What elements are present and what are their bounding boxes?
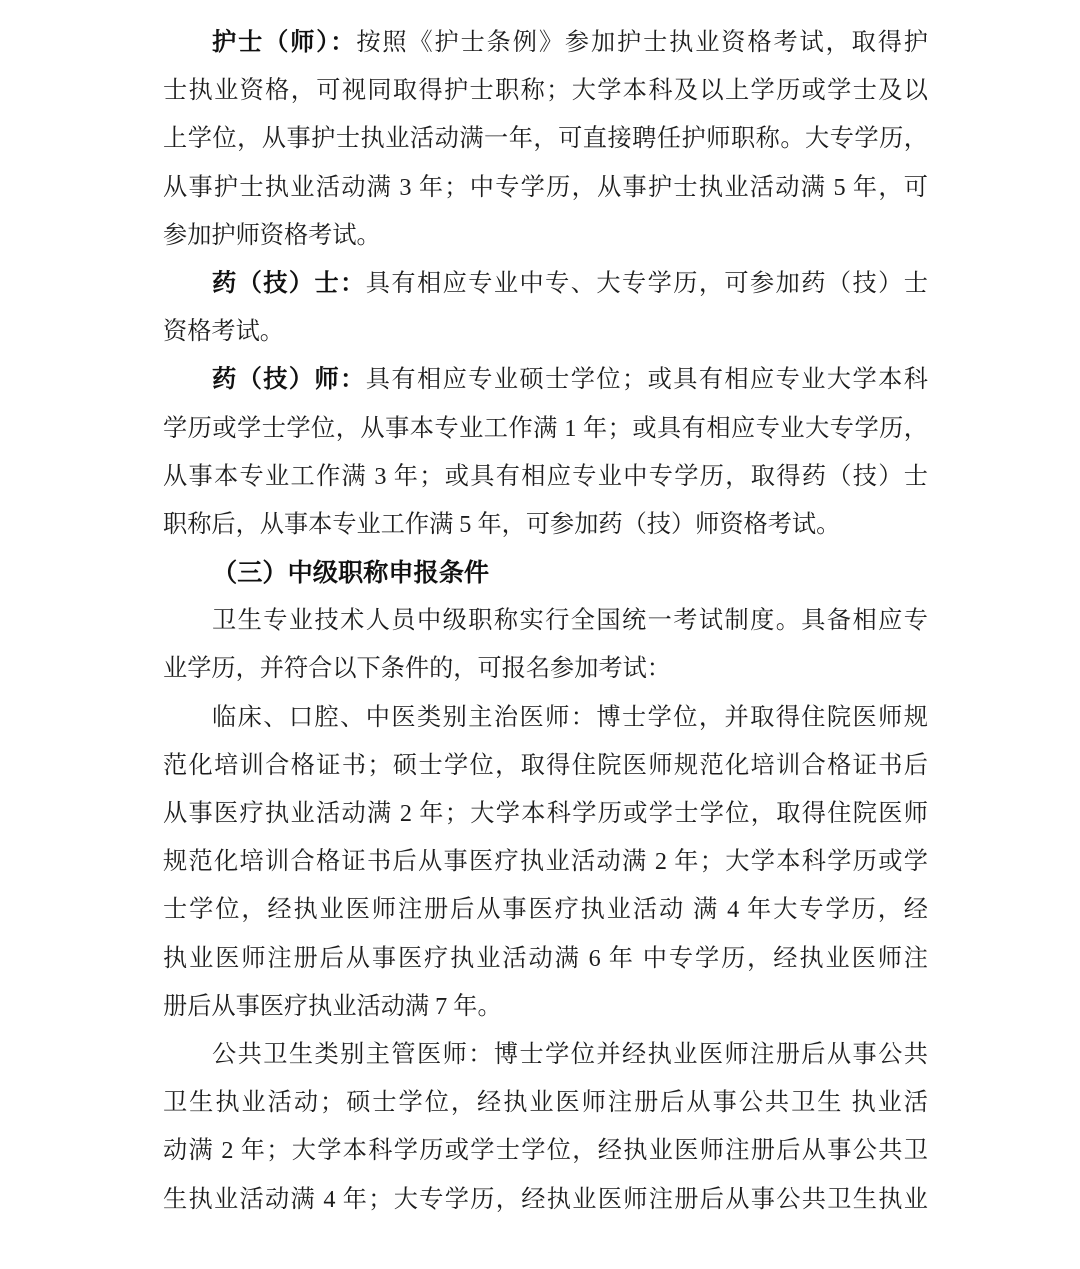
text-run: 执业医师注册后从事医疗执业活动满 6 年 中专学历，经执业医师注 (163, 944, 928, 972)
text-line (163, 983, 928, 1031)
text-run: 从事本专业工作满 3 年；或具有相应专业中专学历，取得药（技）士 (163, 462, 928, 490)
text-line (163, 790, 928, 838)
text-run: 上学位，从事护士执业活动满一年，可直接聘任护师职称。大专学历， (163, 125, 928, 153)
text-run: 范化培训合格证书；硕士学位，取得住院医师规范化培训合格证书后 (163, 751, 928, 779)
text-run: 从事护士执业活动满 3 年；中专学历，从事护士执业活动满 5 年，可 (163, 173, 928, 201)
text-run: 册后从事医疗执业活动满 7 年。 (163, 992, 502, 1020)
text-run: 按照《护士条例》参加护士执业资格考试，取得护 (356, 29, 928, 56)
text-line (163, 838, 928, 886)
text-run: 具有相应专业硕士学位；或具有相应专业大学本科 (365, 366, 928, 394)
text-line (163, 597, 928, 645)
bold-run: （三）中级职称申报条件 (212, 559, 490, 588)
text-line (163, 1127, 928, 1175)
text-run: 卫生执业活动；硕士学位，经执业医师注册后从事公共卫生 执业活 (163, 1089, 928, 1117)
text-run: 士学位，经执业医师注册后从事医疗执业活动 满 4 年大专学历，经 (163, 896, 928, 924)
text-run: 公共卫生类别主管医师：博士学位并经执业医师注册后从事公共 (212, 1040, 928, 1068)
text-line (163, 645, 928, 693)
text-run: 业学历，并符合以下条件的，可报名参加考试： (163, 655, 671, 683)
text-line (163, 453, 928, 501)
text-line (163, 308, 928, 356)
text-line (163, 356, 928, 404)
text-line (163, 694, 928, 742)
text-run: 学历或学士学位，从事本专业工作满 1 年；或具有相应专业大专学历， (163, 414, 928, 442)
text-run: 资格考试。 (163, 318, 284, 346)
text-line (163, 1176, 928, 1224)
text-run: 职称后，从事本专业工作满 5 年，可参加药（技）师资格考试。 (163, 510, 841, 538)
text-line (163, 260, 928, 308)
text-line (163, 1079, 928, 1127)
text-line (163, 19, 928, 67)
document-text-block (163, 19, 928, 1224)
bold-run: 药（技）师： (212, 366, 366, 394)
text-line (163, 212, 928, 260)
text-line (163, 935, 928, 983)
text-line (163, 886, 928, 934)
text-run: 参加护师资格考试。 (163, 221, 381, 249)
text-line (163, 405, 928, 453)
text-run: 卫生专业技术人员中级职称实行全国统一考试制度。具备相应专 (212, 607, 928, 635)
text-line (163, 742, 928, 790)
section-heading (163, 549, 928, 597)
text-run: 生执业活动满 4 年；大专学历，经执业医师注册后从事公共卫生执业 (163, 1185, 928, 1213)
text-line (163, 164, 928, 212)
bold-run: 护士（师）： (212, 29, 357, 56)
text-run: 临床、口腔、中医类别主治医师：博士学位，并取得住院医师规 (212, 703, 928, 731)
text-line (163, 1031, 928, 1079)
text-run: 规范化培训合格证书后从事医疗执业活动满 2 年；大学本科学历或学 (163, 848, 928, 876)
text-run: 具有相应专业中专、大专学历，可参加药（技）士 (365, 269, 928, 297)
text-line (163, 115, 928, 163)
text-line (163, 501, 928, 549)
text-run: 士执业资格，可视同取得护士职称；大学本科及以上学历或学士及以 (163, 77, 928, 105)
text-line (163, 67, 928, 115)
text-run: 动满 2 年；大学本科学历或学士学位，经执业医师注册后从事公共卫 (163, 1137, 928, 1165)
text-run: 从事医疗执业活动满 2 年；大学本科学历或学士学位，取得住院医师 (163, 800, 928, 827)
bold-run: 药（技）士： (212, 269, 366, 297)
